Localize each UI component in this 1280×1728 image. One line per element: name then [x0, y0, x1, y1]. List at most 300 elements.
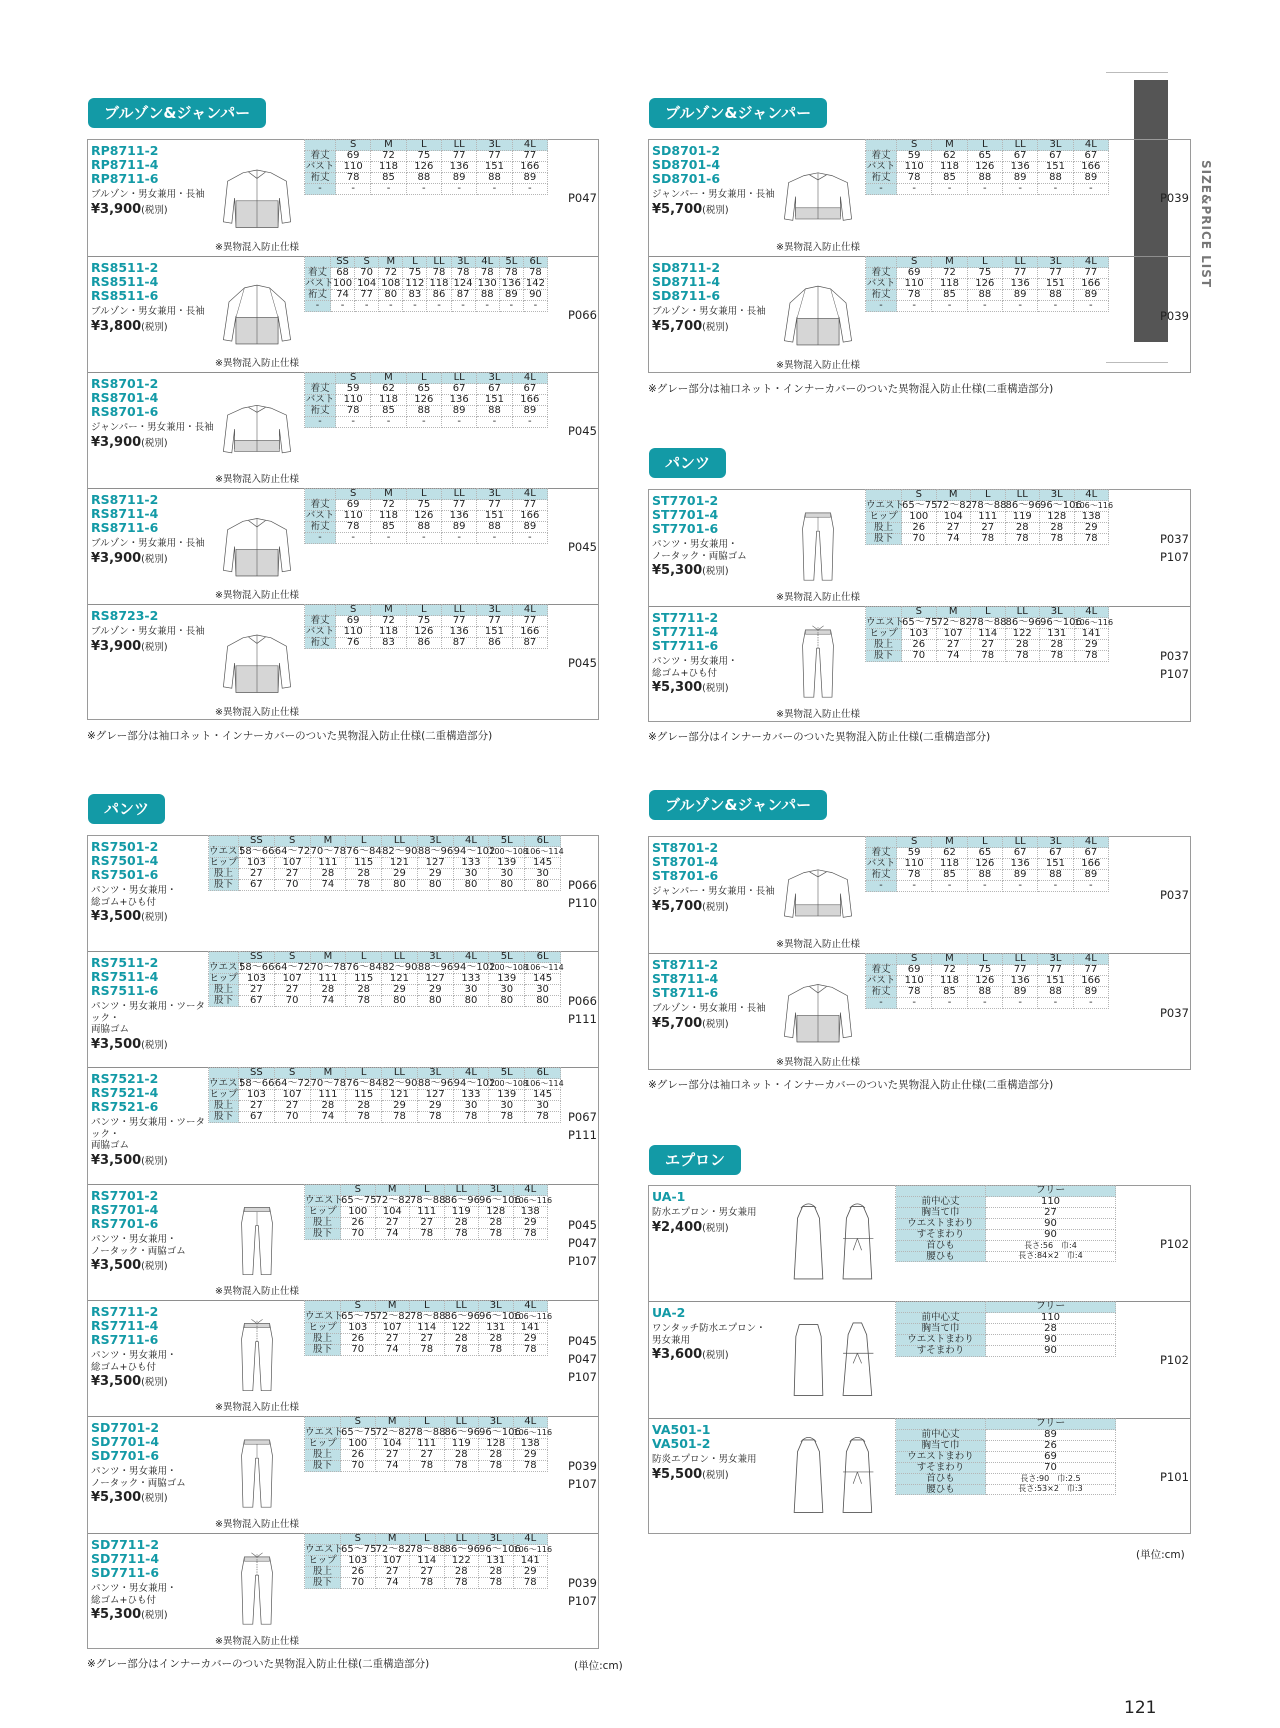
- measure-value: 126: [967, 976, 1002, 987]
- measure-label: ヒップ: [866, 512, 902, 523]
- measure-value: 78: [513, 1461, 548, 1472]
- size-header: S: [902, 490, 937, 501]
- garment-drawing: [779, 1186, 897, 1301]
- measure-value: 128: [479, 1207, 514, 1218]
- measure-value: 83: [403, 290, 427, 301]
- measure-value: 139: [489, 974, 525, 985]
- measure-value: 78: [523, 268, 547, 279]
- measure-row: [209, 869, 561, 880]
- measure-value: 78: [410, 1578, 445, 1589]
- page-references: [568, 836, 596, 951]
- measure-value: 96〜106: [479, 1544, 521, 1555]
- measure-value: 86: [427, 290, 451, 301]
- measure-value: 78: [897, 870, 932, 881]
- apron-illustration: [779, 1419, 897, 1535]
- measure-value: 166: [1073, 279, 1108, 290]
- measure-row: [896, 1313, 1116, 1324]
- size-header: 3L: [1038, 837, 1073, 848]
- product-price: [652, 1016, 779, 1031]
- measure-value: -: [406, 533, 441, 544]
- measure-row: [866, 173, 1109, 184]
- size-header-row: [866, 140, 1109, 151]
- measure-value: 78〜88: [971, 500, 1007, 511]
- measure-value: 126: [967, 162, 1002, 173]
- tax-label: (税別): [702, 1222, 729, 1234]
- size-header: S: [341, 1534, 376, 1545]
- measure-value: 145: [525, 974, 561, 985]
- description-line: パンツ・男女兼用・: [91, 885, 177, 896]
- measure-value: 29: [382, 1101, 418, 1112]
- measure-value: 78: [346, 1112, 382, 1123]
- measure-value: 78: [410, 1461, 445, 1472]
- measure-value: 119: [444, 1439, 479, 1450]
- measure-row: [896, 1241, 1116, 1252]
- measure-row: [866, 301, 1109, 312]
- measure-value: -: [451, 301, 475, 312]
- page-reference: P037: [1160, 888, 1189, 902]
- measure-value: 77: [477, 500, 512, 511]
- measure-value: 28: [310, 985, 346, 996]
- product-code: ST7711-4: [652, 624, 719, 639]
- measure-value: -: [1073, 301, 1108, 312]
- prevention-note: ※異物混入防止仕様: [776, 360, 860, 371]
- measure-value: 141: [513, 1556, 548, 1567]
- measure-value: 72〜82: [936, 617, 972, 628]
- measure-value: 72: [371, 500, 406, 511]
- product-price: [652, 899, 779, 914]
- size-header: M: [936, 490, 971, 501]
- size-header: S: [341, 1185, 376, 1196]
- section-title-jackets-right-2: ブルゾン&ジャンパー: [649, 790, 827, 820]
- measure-value: 67: [239, 996, 275, 1007]
- product-price: [652, 1220, 779, 1235]
- product-ua1: [649, 1186, 1190, 1302]
- unit-note-right: (単位:cm): [1136, 1549, 1185, 1561]
- measure-value: 59: [897, 848, 932, 859]
- measure-value: -: [477, 417, 512, 428]
- measure-label: 着丈: [866, 268, 897, 279]
- measure-value: 27: [274, 985, 310, 996]
- size-header: S: [336, 140, 371, 151]
- measure-label: 股下: [209, 1112, 239, 1123]
- measure-label: バスト: [866, 858, 896, 870]
- measure-value: 107: [274, 974, 310, 985]
- size-header: S: [355, 257, 379, 268]
- measure-value: 151: [1038, 976, 1073, 987]
- product-code: RS7521-6: [91, 1099, 159, 1114]
- page-reference: P111: [568, 1011, 597, 1026]
- measure-label: バスト: [305, 278, 334, 290]
- measure-value: 75: [406, 616, 441, 627]
- page-reference: P101: [1160, 1470, 1189, 1484]
- size-header: L: [406, 605, 441, 616]
- measure-value: 70: [341, 1345, 376, 1356]
- measure-value: 77: [512, 151, 547, 162]
- tax-label: (税別): [141, 1039, 168, 1051]
- measure-label: 着丈: [305, 384, 336, 395]
- measure-value: 85: [932, 290, 967, 301]
- product-info: [649, 140, 779, 256]
- description-line: ジャンパー・男女兼用・長袖: [91, 422, 214, 433]
- size-header: S: [336, 605, 371, 616]
- price-value: ¥3,500: [91, 1152, 142, 1168]
- measure-row: [866, 184, 1109, 195]
- measure-row: [866, 651, 1109, 662]
- size-header: 5L: [499, 257, 523, 268]
- product-code: ST8711-6: [652, 985, 719, 1000]
- footnote-pants-left: ※グレー部分はインナーカバーのついた異物混入防止仕様(二重構造部分): [87, 1658, 430, 1670]
- description-line: ジャンパー・男女兼用・長袖: [652, 886, 775, 897]
- measure-value: 28: [479, 1450, 514, 1461]
- measure-value: 28: [310, 1101, 346, 1112]
- product-price: [652, 1347, 779, 1362]
- size-header: 5L: [489, 1068, 525, 1079]
- measure-value: 151: [1038, 162, 1073, 173]
- size-header: S: [897, 837, 932, 848]
- measure-value: 86〜96: [1005, 617, 1041, 628]
- measure-value: 78〜88: [410, 1544, 446, 1555]
- measure-value: 106〜116: [513, 1312, 553, 1321]
- size-header-row: [866, 837, 1109, 848]
- measure-row: [866, 162, 1109, 173]
- measure-value: 77: [1073, 268, 1108, 279]
- measure-value: 69: [336, 151, 371, 162]
- measure-row: [305, 1345, 548, 1356]
- product-description: [652, 189, 779, 201]
- measure-value: 85: [371, 406, 406, 417]
- prevention-note: ※異物混入防止仕様: [776, 242, 860, 253]
- prevention-note: ※異物混入防止仕様: [215, 590, 299, 601]
- measure-value: 77: [512, 500, 547, 511]
- product-price: [91, 639, 218, 654]
- product-code: SD7711-2: [91, 1537, 160, 1552]
- measure-value: 82〜90: [382, 1078, 418, 1089]
- measure-value: -: [1073, 184, 1108, 195]
- measure-row: [305, 500, 548, 511]
- measure-value: 78: [489, 1112, 525, 1123]
- size-header-row: [209, 1068, 561, 1079]
- measure-value: 27: [971, 640, 1006, 651]
- measure-value: 26: [902, 640, 937, 651]
- description-line: 両脇ゴム: [91, 1140, 130, 1151]
- measure-value: 88: [1038, 290, 1073, 301]
- measure-label: ヒップ: [305, 1556, 341, 1567]
- tax-label: (税別): [141, 204, 168, 216]
- measure-label: 胸当て巾: [896, 1441, 986, 1452]
- measure-value: 28: [986, 1324, 1116, 1335]
- header-corner: [866, 257, 897, 268]
- size-table: [865, 606, 1114, 662]
- measure-row: [305, 184, 548, 195]
- measure-label: 股下: [305, 1229, 341, 1240]
- product-rs7511: [88, 952, 598, 1068]
- measure-value: 72〜82: [375, 1427, 411, 1438]
- measure-value: -: [336, 184, 371, 195]
- measure-row: [305, 1461, 548, 1472]
- product-code: RS8711-6: [91, 520, 159, 535]
- measure-value: 69: [897, 965, 932, 976]
- size-header: 4L: [512, 489, 547, 500]
- measure-value: 74: [331, 290, 355, 301]
- size-header: LL: [1002, 257, 1037, 268]
- measure-value: 110: [897, 976, 932, 987]
- measure-value: 90: [986, 1230, 1116, 1241]
- measure-value: 104: [375, 1439, 410, 1450]
- measure-value: -: [932, 301, 967, 312]
- block-jackets-right-2: [648, 836, 1191, 1070]
- size-header-row: [896, 1302, 1116, 1313]
- measure-label: すそまわり: [896, 1463, 986, 1474]
- product-code: VA501-1: [652, 1422, 711, 1437]
- measure-value: 76〜84: [346, 1078, 382, 1089]
- measure-label: -: [305, 301, 331, 312]
- measure-value: 75: [403, 268, 427, 279]
- product-info: [649, 1186, 779, 1301]
- measure-label: 着丈: [305, 151, 336, 162]
- product-code: ST7701-4: [652, 507, 719, 522]
- product-description: [91, 626, 218, 638]
- measure-value: 27: [274, 869, 310, 880]
- measure-value: 77: [441, 616, 476, 627]
- page-number: 121: [1124, 1698, 1157, 1718]
- measure-row: [305, 1450, 548, 1461]
- measure-value: 78〜88: [410, 1427, 446, 1438]
- measure-value: 151: [1038, 859, 1073, 870]
- measure-value: 89: [512, 406, 547, 417]
- product-info: [88, 952, 208, 1067]
- measure-value: -: [523, 301, 547, 312]
- size-header: 3L: [477, 140, 512, 151]
- measure-value: 78: [1040, 651, 1075, 662]
- measure-value: 78: [451, 268, 475, 279]
- garment-drawing: [779, 1302, 897, 1418]
- description-line: 男女兼用: [652, 1334, 691, 1346]
- measure-value: 126: [406, 511, 441, 522]
- measure-value: 131: [479, 1556, 514, 1567]
- header-corner: [896, 1186, 986, 1197]
- product-info: [88, 836, 208, 951]
- jumper-illustration: [769, 837, 867, 953]
- measure-row: [305, 417, 548, 428]
- measure-value: 27: [375, 1450, 410, 1461]
- measure-value: -: [1073, 998, 1108, 1009]
- measure-value: 87: [512, 638, 547, 649]
- measure-value: 128: [1040, 512, 1075, 523]
- measure-value: 100: [341, 1439, 376, 1450]
- measure-label: 股下: [305, 1345, 341, 1356]
- size-header: 3L: [479, 1417, 514, 1428]
- size-header: LL: [382, 836, 418, 847]
- measure-value: 27: [239, 985, 275, 996]
- measure-row: [305, 533, 548, 544]
- measure-value: 29: [417, 985, 453, 996]
- measure-label: ヒップ: [209, 857, 238, 869]
- header-corner: [305, 1185, 341, 1196]
- section-title-pants-left: パンツ: [88, 794, 165, 824]
- product-code: SD7711-4: [91, 1551, 160, 1566]
- product-rs8723: [88, 605, 598, 721]
- measure-value: 28: [1005, 523, 1040, 534]
- measure-value: 89: [1002, 870, 1037, 881]
- measure-label: -: [866, 301, 897, 312]
- page-references: [568, 952, 596, 1067]
- measure-value: 70: [902, 534, 937, 545]
- measure-value: 115: [346, 858, 382, 869]
- product-description: [652, 1454, 779, 1466]
- description-line: ノータック・両脇ゴム: [91, 1477, 186, 1489]
- measure-value: 62: [932, 848, 967, 859]
- prevention-note: ※異物混入防止仕様: [776, 1057, 860, 1068]
- measure-value: 110: [336, 162, 371, 173]
- measure-value: 74: [375, 1461, 410, 1472]
- measure-value: 90: [986, 1219, 1116, 1230]
- measure-value: 28: [479, 1218, 514, 1229]
- measure-value: 67: [1073, 151, 1108, 162]
- section-title-jackets-left: ブルゾン&ジャンパー: [88, 98, 266, 128]
- measure-label: バスト: [305, 626, 335, 638]
- size-header-row: [896, 1419, 1116, 1430]
- measure-label: 裄丈: [866, 173, 897, 184]
- measure-row: [209, 985, 561, 996]
- product-code: SD8711-4: [652, 274, 721, 289]
- page-references: [1160, 1419, 1188, 1535]
- product-code: ST8711-2: [652, 957, 719, 972]
- size-header: 4L: [512, 373, 547, 384]
- measure-value: -: [475, 301, 499, 312]
- measure-label: 股上: [209, 985, 239, 996]
- page-references: [1160, 490, 1188, 606]
- jacket-illustration: [208, 140, 306, 256]
- measure-row: [305, 1556, 548, 1567]
- tax-label: (税別): [141, 1610, 168, 1621]
- measure-value: 78: [479, 1345, 514, 1356]
- size-header: LL: [1002, 954, 1037, 965]
- measure-value: -: [371, 417, 406, 428]
- measure-value: -: [932, 998, 967, 1009]
- measure-value: 138: [1074, 512, 1109, 523]
- size-header: 4L: [513, 1301, 548, 1312]
- measure-value: -: [967, 881, 1002, 892]
- measure-value: 69: [336, 500, 371, 511]
- measure-value: 80: [382, 996, 418, 1007]
- measure-value: 118: [427, 279, 451, 290]
- size-header: L: [346, 836, 382, 847]
- price-value: ¥2,400: [652, 1219, 703, 1235]
- measure-value: 136: [441, 162, 476, 173]
- price-value: ¥3,500: [91, 1374, 142, 1389]
- measure-value: 89: [441, 522, 476, 533]
- measure-value: 127: [417, 1090, 453, 1101]
- tax-label: (税別): [702, 1018, 729, 1030]
- measure-value: 78: [513, 1229, 548, 1240]
- product-code: VA501-2: [652, 1436, 711, 1451]
- measure-row: [209, 858, 561, 869]
- page-reference: P110: [568, 895, 597, 910]
- measure-row: [209, 847, 561, 858]
- measure-value: 100〜108: [489, 963, 528, 972]
- size-header: M: [936, 607, 971, 618]
- measure-row: [896, 1463, 1116, 1474]
- product-code: UA-2: [652, 1305, 686, 1320]
- measure-row: [305, 1567, 548, 1578]
- measure-label: バスト: [305, 161, 335, 173]
- page-references: [568, 140, 596, 256]
- measure-value: -: [371, 533, 406, 544]
- product-code: RS8723-2: [91, 608, 159, 623]
- measure-label: 裄丈: [305, 173, 336, 184]
- measure-value: 111: [971, 512, 1006, 523]
- measure-value: 85: [932, 987, 967, 998]
- prevention-note: ※異物混入防止仕様: [215, 707, 299, 718]
- measure-row: [305, 406, 548, 417]
- product-code: ST8701-6: [652, 868, 719, 883]
- product-code: SD8701-2: [652, 143, 721, 158]
- measure-value: 65〜75: [902, 617, 938, 628]
- measure-value: 111: [410, 1439, 445, 1450]
- prevention-note: ※異物混入防止仕様: [215, 1402, 299, 1413]
- measure-value: 67: [477, 384, 512, 395]
- size-header: M: [371, 373, 406, 384]
- measure-value: 166: [512, 395, 547, 406]
- measure-value: 126: [967, 279, 1002, 290]
- size-header: 4L: [512, 605, 547, 616]
- product-code: RS8511-2: [91, 260, 159, 275]
- header-corner: [866, 140, 897, 151]
- product-description: [652, 656, 779, 679]
- size-header: 3L: [1040, 607, 1075, 618]
- measure-label: 股下: [305, 1461, 341, 1472]
- product-rs8711: [88, 489, 598, 605]
- size-header: M: [932, 837, 967, 848]
- size-header: LL: [382, 1068, 418, 1079]
- measure-value: 136: [441, 395, 476, 406]
- measure-label: 首ひも: [896, 1474, 986, 1485]
- prevention-note: ※異物混入防止仕様: [215, 474, 299, 485]
- measure-row: [866, 881, 1109, 892]
- measure-value: 67: [1038, 151, 1073, 162]
- measure-value: 94〜102: [453, 962, 496, 973]
- measure-value: 85: [371, 522, 406, 533]
- measure-value: 76〜84: [346, 846, 382, 857]
- measure-value: 64〜72: [274, 1078, 311, 1089]
- size-header: S: [274, 952, 310, 963]
- measure-value: 29: [513, 1450, 548, 1461]
- product-code: SD7701-6: [91, 1448, 160, 1463]
- measure-value: 89: [441, 173, 476, 184]
- measure-value: 77: [1038, 268, 1073, 279]
- measure-value: 77: [1002, 268, 1037, 279]
- size-header: 4L: [1073, 140, 1108, 151]
- measure-value: 30: [525, 869, 561, 880]
- measure-value: 122: [444, 1556, 479, 1567]
- measure-value: 141: [1074, 629, 1109, 640]
- size-table: [865, 489, 1114, 545]
- block-pants-left: [87, 835, 599, 1649]
- prevention-note: ※異物混入防止仕様: [776, 592, 860, 603]
- product-info: [649, 837, 779, 953]
- product-sd8701: [649, 140, 1190, 257]
- size-header: SS: [239, 836, 275, 847]
- measure-value: 62: [932, 151, 967, 162]
- page-reference: P107: [568, 1594, 597, 1608]
- size-header: M: [375, 1301, 410, 1312]
- page-reference: P037: [1160, 1005, 1189, 1020]
- measure-value: 166: [1073, 976, 1108, 987]
- price-value: ¥5,700: [652, 318, 703, 334]
- product-code: RS8701-6: [91, 404, 159, 419]
- measure-value: 74: [936, 651, 971, 662]
- measure-label: ウエスト: [866, 500, 905, 512]
